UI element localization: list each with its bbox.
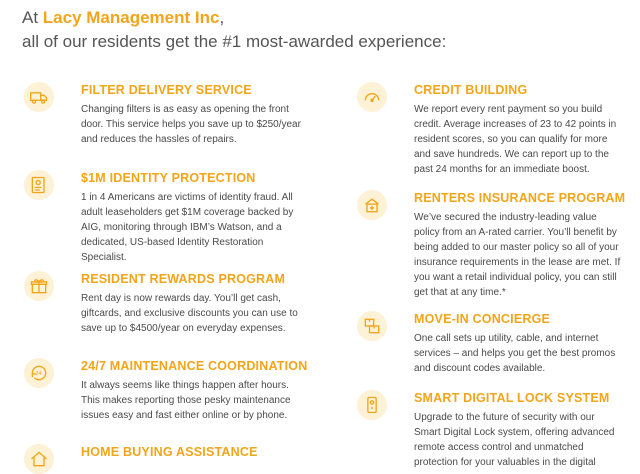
house-icon xyxy=(24,444,54,474)
header-prefix: At xyxy=(22,8,43,27)
feature-description: Changing filters is as easy as opening the front door. This service helps you save up to $250/year and reduces the hassles of repairs. xyxy=(81,104,301,145)
feature-title: SMART DIGITAL LOCK SYSTEM xyxy=(414,391,610,405)
feature-title: FILTER DELIVERY SERVICE xyxy=(81,83,252,97)
feature-title: MOVE-IN CONCIERGE xyxy=(414,312,551,326)
feature-title: RENTERS INSURANCE PROGRAM xyxy=(414,191,626,205)
delivery-truck-icon xyxy=(24,82,54,112)
brand-name: Lacy Management Inc xyxy=(42,8,220,27)
feature-title: CREDIT BUILDING xyxy=(414,83,528,97)
header-tagline: all of our residents get the #1 most-awarded experience: xyxy=(22,32,447,51)
boxes-icon xyxy=(357,311,387,341)
svg-text:24: 24 xyxy=(35,371,42,378)
feature-description: 1 in 4 Americans are victims of identity fraud. All adult leaseholders get $1M coverage backed by AIG, monitoring through IBM’s Watson, and a dedicated, US-based Identity Restoration Specialist. xyxy=(81,192,294,263)
feature-title: HOME BUYING ASSISTANCE xyxy=(81,445,258,459)
smart-lock-icon xyxy=(357,390,387,420)
header-line-1 xyxy=(22,6,622,30)
clock-24-7-icon xyxy=(24,358,54,388)
feature-title: 24/7 MAINTENANCE COORDINATION xyxy=(81,359,308,373)
feature-description: Upgrade to the future of security with our Smart Digital Lock system, offering advanced remote access control and unmatched protection for your valuables in the digital xyxy=(414,412,615,468)
feature-description: Rent day is now rewards day. You’ll get cash, giftcards, and exclusive discounts you can use to save up to $4500/year on everyday expenses. xyxy=(81,293,298,334)
gauge-icon xyxy=(357,82,387,112)
feature-description: One call sets up utility, cable, and internet services – and helps you get the best promos and discount codes available. xyxy=(414,333,616,374)
feature-description: We report every rent payment so you build credit. Average increases of 23 to 42 points in resident scores, so you can qualify for more and save hundreds. We can report up to the past 24 months for an immediate boost. xyxy=(414,104,617,175)
header-suffix: , xyxy=(219,8,225,27)
feature-description: It always seems like things happen after hours. This makes reporting those pesky maintenance issues easy and fast either online or by phone. xyxy=(81,380,291,421)
feature-title: RESIDENT REWARDS PROGRAM xyxy=(81,272,286,286)
id-card-icon xyxy=(24,170,54,200)
insurance-house-icon xyxy=(357,190,387,220)
feature-description: We’ve secured the industry-leading value policy from an A-rated carrier. You’ll benefit by being added to our master policy so all of your insurance requirements in the lease are met. If you want a retail individual policy, you can still get that at any time.* xyxy=(414,212,621,298)
feature-title: $1M IDENTITY PROTECTION xyxy=(81,171,256,185)
page-header xyxy=(22,6,622,54)
gift-icon xyxy=(24,271,54,301)
